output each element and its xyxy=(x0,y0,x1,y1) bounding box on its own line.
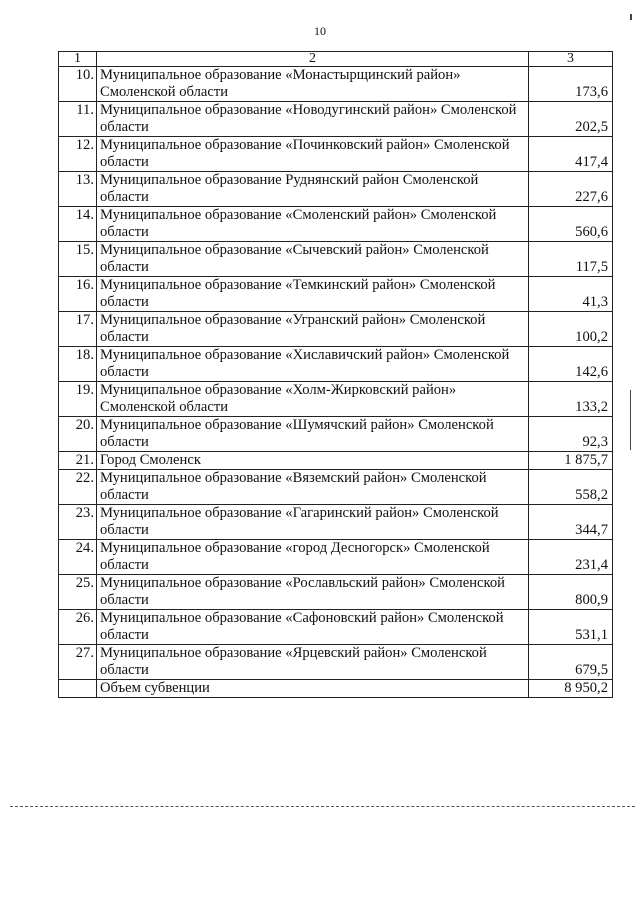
municipality-name: Муниципальное образование «Вяземский район» Смоленской области xyxy=(97,470,529,505)
subvention-amount: 100,2 xyxy=(529,312,613,347)
subvention-amount: 679,5 xyxy=(529,645,613,680)
municipality-name: Муниципальное образование «Холм-Жирковский район» Смоленской области xyxy=(97,382,529,417)
municipality-name: Муниципальное образование «Гагаринский район» Смоленской области xyxy=(97,505,529,540)
subvention-amount: 133,2 xyxy=(529,382,613,417)
municipality-name: Муниципальное образование Руднянский район Смоленской области xyxy=(97,172,529,207)
subvention-amount: 202,5 xyxy=(529,102,613,137)
subvention-amount: 1 875,7 xyxy=(529,452,613,470)
table-row xyxy=(59,470,613,505)
table-row xyxy=(59,575,613,610)
municipality-name: Муниципальное образование «Сычевский район» Смоленской области xyxy=(97,242,529,277)
row-number: 26. xyxy=(59,610,97,645)
row-number: 27. xyxy=(59,645,97,680)
row-number: 20. xyxy=(59,417,97,452)
total-row xyxy=(59,680,613,698)
row-number: 19. xyxy=(59,382,97,417)
subvention-amount: 92,3 xyxy=(529,417,613,452)
municipality-name: Муниципальное образование «Угранский район» Смоленской области xyxy=(97,312,529,347)
row-number: 15. xyxy=(59,242,97,277)
page-number: 10 xyxy=(314,24,326,38)
municipality-name: Муниципальное образование «Хиславичский район» Смоленской области xyxy=(97,347,529,382)
scan-mark xyxy=(630,390,631,450)
table-row xyxy=(59,452,613,470)
total-number xyxy=(59,680,97,698)
table-row xyxy=(59,137,613,172)
table-row xyxy=(59,207,613,242)
table-row xyxy=(59,102,613,137)
table-row xyxy=(59,242,613,277)
subvention-amount: 417,4 xyxy=(529,137,613,172)
municipality-name: Город Смоленск xyxy=(97,452,529,470)
municipality-name: Муниципальное образование «Починковский район» Смоленской области xyxy=(97,137,529,172)
municipality-name: Муниципальное образование «Монастырщинский район» Смоленской области xyxy=(97,67,529,102)
header-cell-value: 3 xyxy=(529,52,613,67)
subvention-amount: 227,6 xyxy=(529,172,613,207)
municipality-name: Муниципальное образование «Рославльский район» Смоленской области xyxy=(97,575,529,610)
table-row xyxy=(59,382,613,417)
row-number: 14. xyxy=(59,207,97,242)
row-number: 23. xyxy=(59,505,97,540)
table-row xyxy=(59,610,613,645)
header-cell-name: 2 xyxy=(97,52,529,67)
municipality-name: Муниципальное образование «Смоленский район» Смоленской области xyxy=(97,207,529,242)
subvention-table xyxy=(58,51,613,698)
table-row xyxy=(59,417,613,452)
row-number: 21. xyxy=(59,452,97,470)
subvention-amount: 344,7 xyxy=(529,505,613,540)
table-row xyxy=(59,505,613,540)
subvention-amount: 558,2 xyxy=(529,470,613,505)
row-number: 13. xyxy=(59,172,97,207)
municipality-name: Муниципальное образование «Шумячский район» Смоленской области xyxy=(97,417,529,452)
table-header-row xyxy=(59,52,613,67)
subvention-amount: 800,9 xyxy=(529,575,613,610)
row-number: 25. xyxy=(59,575,97,610)
row-number: 17. xyxy=(59,312,97,347)
subvention-amount: 142,6 xyxy=(529,347,613,382)
page-divider xyxy=(10,806,635,807)
subvention-amount: 117,5 xyxy=(529,242,613,277)
row-number: 18. xyxy=(59,347,97,382)
total-amount: 8 950,2 xyxy=(529,680,613,698)
row-number: 10. xyxy=(59,67,97,102)
municipality-name: Муниципальное образование «Ярцевский район» Смоленской области xyxy=(97,645,529,680)
municipality-name: Муниципальное образование «Сафоновский район» Смоленской области xyxy=(97,610,529,645)
row-number: 11. xyxy=(59,102,97,137)
table-row xyxy=(59,277,613,312)
subvention-amount: 560,6 xyxy=(529,207,613,242)
table-row xyxy=(59,312,613,347)
table-row xyxy=(59,540,613,575)
municipality-name: Муниципальное образование «Темкинский район» Смоленской области xyxy=(97,277,529,312)
subvention-amount: 531,1 xyxy=(529,610,613,645)
header-cell-number: 1 xyxy=(59,52,97,67)
table-row xyxy=(59,67,613,102)
municipality-name: Муниципальное образование «город Десногорск» Смоленской области xyxy=(97,540,529,575)
table-row xyxy=(59,645,613,680)
municipality-name: Муниципальное образование «Новодугинский район» Смоленской области xyxy=(97,102,529,137)
row-number: 22. xyxy=(59,470,97,505)
row-number: 16. xyxy=(59,277,97,312)
row-number: 24. xyxy=(59,540,97,575)
subvention-amount: 173,6 xyxy=(529,67,613,102)
subvention-amount: 231,4 xyxy=(529,540,613,575)
total-label: Объем субвенции xyxy=(97,680,529,698)
table-row xyxy=(59,172,613,207)
row-number: 12. xyxy=(59,137,97,172)
table-row xyxy=(59,347,613,382)
subvention-amount: 41,3 xyxy=(529,277,613,312)
scan-mark xyxy=(630,14,632,20)
